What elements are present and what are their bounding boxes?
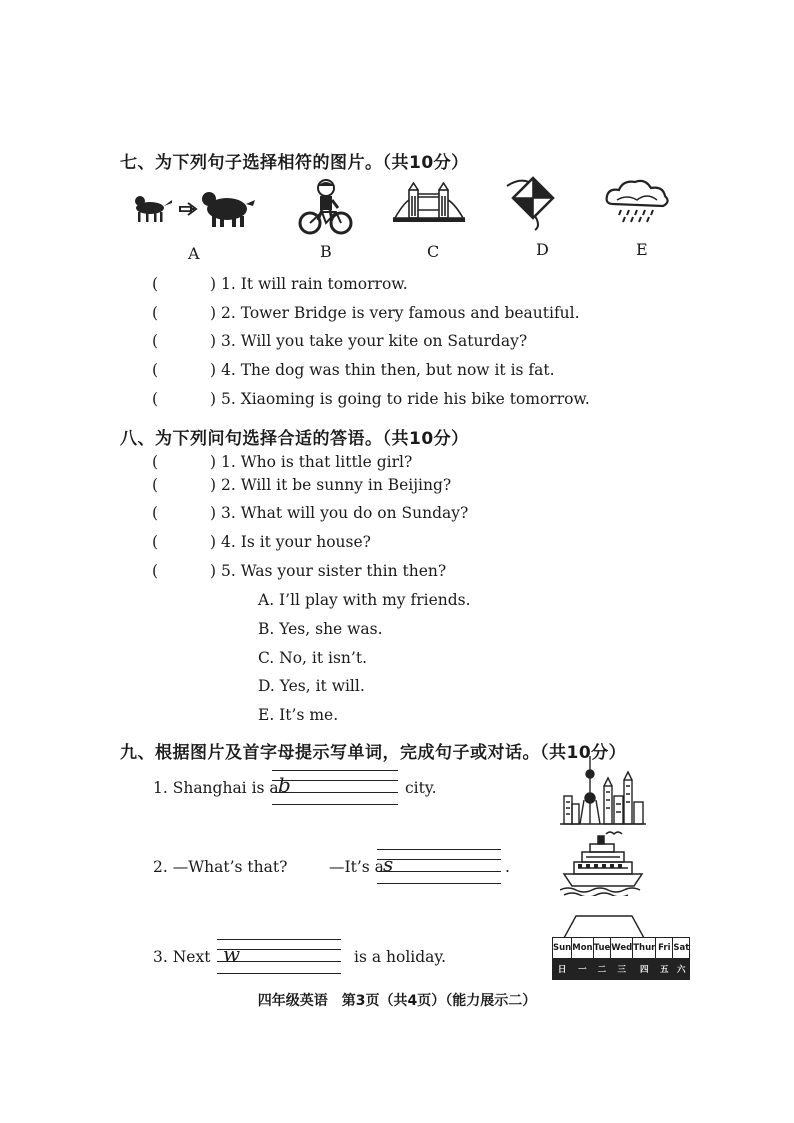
hint-letter-w: w <box>223 942 241 966</box>
calendar-day: Tue <box>593 938 611 959</box>
rain-cloud-icon <box>603 178 673 224</box>
calendar-day-cn: 日 <box>553 959 572 980</box>
section-9-q3-before: 3. Next <box>153 948 211 966</box>
kite-icon <box>505 176 560 231</box>
picture-e-label: E <box>636 240 648 259</box>
hint-letter-b: b <box>278 773 291 797</box>
dog-thin-to-fat-icon <box>132 188 257 233</box>
answer-paren[interactable]: ( <box>152 562 159 580</box>
calendar-day-cn: 四 <box>633 959 656 980</box>
section-7-question-5: ( ) 5. Xiaoming is going to ride his bike tomorrow. <box>152 390 590 408</box>
answer-paren[interactable]: ( <box>152 361 159 379</box>
section-9-q2-before: 2. —What’s that? <box>153 858 288 876</box>
section-8-question-1: ( ) 1. Who is that little girl? <box>152 453 413 471</box>
section-8-question-5: ( ) 5. Was your sister thin then? <box>152 562 447 580</box>
picture-b-label: B <box>320 242 332 261</box>
picture-c-label: C <box>427 242 440 261</box>
picture-a-label: A <box>188 244 200 263</box>
calendar-day-cn: 一 <box>572 959 593 980</box>
page-footer: 四年级英语 第3页（共4页）（能力展示二） <box>257 993 537 1009</box>
answer-blank-2[interactable] <box>377 849 501 883</box>
shanghai-skyline-icon <box>560 756 646 826</box>
answer-paren[interactable]: ( <box>152 453 159 471</box>
calendar-bracket <box>562 914 646 938</box>
section-9-q1-before: 1. Shanghai is a <box>153 779 279 797</box>
answer-paren[interactable]: ( <box>152 533 159 551</box>
answer-option-c: C. No, it isn’t. <box>258 649 367 667</box>
answer-blank-1[interactable] <box>272 770 398 804</box>
section-7-question-1: ( ) 1. It will rain tomorrow. <box>152 275 408 293</box>
boy-riding-bike-icon <box>298 178 353 236</box>
calendar-day: Wed <box>611 938 633 959</box>
answer-option-b: B. Yes, she was. <box>258 620 383 638</box>
calendar-table <box>552 937 690 980</box>
answer-option-d: D. Yes, it will. <box>258 677 365 695</box>
calendar-day: Fri <box>656 938 673 959</box>
answer-paren[interactable]: ( <box>152 275 159 293</box>
calendar-day: Sat <box>673 938 690 959</box>
section-9-q2-middle: —It’s a <box>329 858 384 876</box>
section-8-question-4: ( ) 4. Is it your house? <box>152 533 371 551</box>
answer-paren[interactable]: ( <box>152 476 159 494</box>
section-9-title: 九、根据图片及首字母提示写单词，完成句子或对话。（共10分） <box>120 743 627 763</box>
answer-paren[interactable]: ( <box>152 304 159 322</box>
section-9-q1-after: city. <box>405 779 437 797</box>
section-8-title: 八、为下列问句选择合适的答语。（共10分） <box>120 429 469 449</box>
answer-blank-3[interactable] <box>217 939 341 973</box>
calendar-day-cn: 五 <box>656 959 673 980</box>
hint-letter-s: s <box>383 852 394 876</box>
answer-paren[interactable]: ( <box>152 504 159 522</box>
calendar-day-cn: 二 <box>593 959 611 980</box>
section-9-q2-after: . <box>505 858 510 876</box>
section-8-question-2: ( ) 2. Will it be sunny in Beijing? <box>152 476 452 494</box>
section-7-question-4: ( ) 4. The dog was thin then, but now it is fat. <box>152 361 555 379</box>
picture-d-label: D <box>536 240 549 259</box>
answer-paren[interactable]: ( <box>152 332 159 350</box>
answer-option-e: E. It’s me. <box>258 706 339 724</box>
section-9-q3-after: is a holiday. <box>354 948 447 966</box>
section-7-title: 七、为下列句子选择相符的图片。（共10分） <box>120 153 469 173</box>
ship-icon <box>560 830 646 896</box>
calendar-day: Thur <box>633 938 656 959</box>
calendar-day: Mon <box>572 938 593 959</box>
section-7-question-3: ( ) 3. Will you take your kite on Saturday? <box>152 332 528 350</box>
answer-paren[interactable]: ( <box>152 390 159 408</box>
answer-option-a: A. I’ll play with my friends. <box>258 591 471 609</box>
calendar-day: Sun <box>553 938 572 959</box>
calendar-day-cn: 三 <box>611 959 633 980</box>
calendar-day-cn: 六 <box>673 959 690 980</box>
section-7-question-2: ( ) 2. Tower Bridge is very famous and beautiful. <box>152 304 580 322</box>
section-8-question-3: ( ) 3. What will you do on Sunday? <box>152 504 469 522</box>
tower-bridge-icon <box>393 182 465 224</box>
